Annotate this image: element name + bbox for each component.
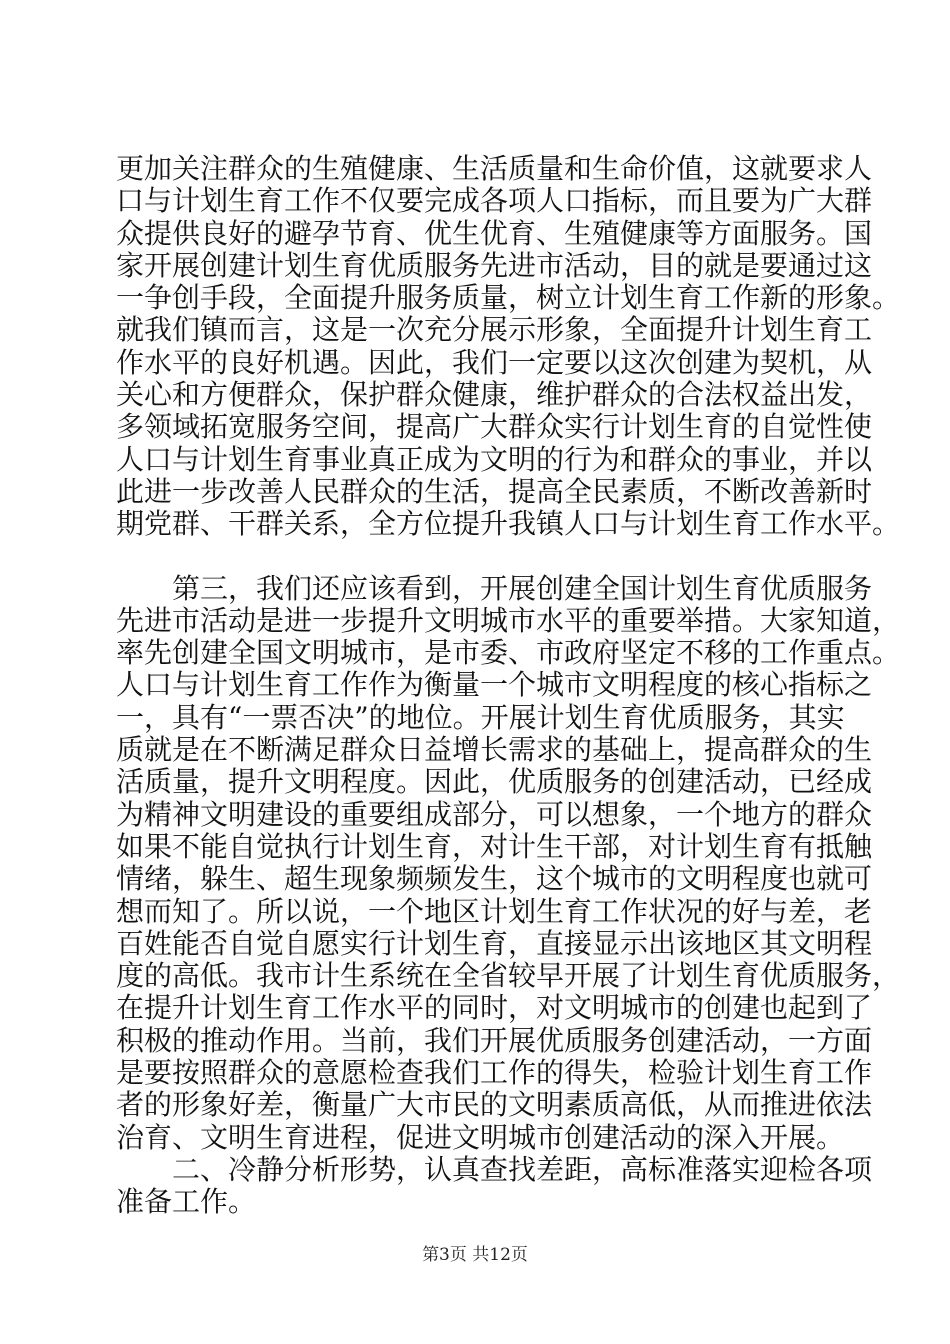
text-line: 先进市活动是进一步提升文明城市水平的重要举措。大家知道，: [116, 603, 901, 637]
text-line: 人口与计划生育工作作为衡量一个城市文明程度的核心指标之: [116, 668, 873, 702]
text-line: 如果不能自觉执行计划生育，对计生干部，对计划生育有抵触: [116, 829, 873, 863]
text-line: 此进一步改善人民群众的生活，提高全民素质，不断改善新时: [116, 474, 873, 508]
text-line: 二、冷静分析形势，认真查找差距，高标准落实迎检各项: [116, 1152, 873, 1186]
text-line: 活质量，提升文明程度。因此，优质服务的创建活动，已经成: [116, 765, 873, 799]
text-line: 多领域拓宽服务空间，提高广大群众实行计划生育的自觉性使: [116, 410, 873, 444]
text-line: 众提供良好的避孕节育、优生优育、生殖健康等方面服务。国: [116, 216, 873, 250]
text-line: 情绪，躲生、超生现象频频发生，这个城市的文明程度也就可: [116, 862, 873, 896]
text-line: 一，具有“一票否决”的地位。开展计划生育优质服务，其实: [116, 700, 845, 734]
text-line: 百姓能否自觉自愿实行计划生育，直接显示出该地区其文明程: [116, 926, 873, 960]
text-line: 治育、文明生育进程，促进文明城市创建活动的深入开展。: [116, 1120, 845, 1154]
text-line: 质就是在不断满足群众日益增长需求的基础上，提高群众的生: [116, 733, 873, 767]
text-line: 第三，我们还应该看到，开展创建全国计划生育优质服务: [116, 571, 873, 605]
text-line: 口与计划生育工作不仅要完成各项人口指标，而且要为广大群: [116, 184, 873, 218]
paragraph: [116, 571, 901, 1219]
text-line: 是要按照群众的意愿检查我们工作的得失，检验计划生育工作: [116, 1056, 873, 1090]
document-body: [116, 152, 901, 1219]
text-line: 度的高低。我市计生系统在全省较早开展了计划生育优质服务，: [116, 959, 901, 993]
text-line: 在提升计划生育工作水平的同时，对文明城市的创建也起到了: [116, 991, 873, 1025]
paragraph: [116, 152, 901, 541]
text-line: 期党群、干群关系，全方位提升我镇人口与计划生育工作水平。: [116, 507, 901, 541]
text-line: 者的形象好差，衡量广大市民的文明素质高低，从而推进依法: [116, 1088, 873, 1122]
page-footer: [0, 1240, 950, 1265]
text-line: 家开展创建计划生育优质服务先进市活动，目的就是要通过这: [116, 248, 873, 282]
page-number-label: 第3页 共12页: [422, 1245, 528, 1265]
text-line: 关心和方便群众，保护群众健康，维护群众的合法权益出发，: [116, 378, 873, 412]
text-line: 积极的推动作用。当前，我们开展优质服务创建活动，一方面: [116, 1023, 873, 1057]
text-line: 想而知了。所以说，一个地区计划生育工作状况的好与差，老: [116, 894, 873, 928]
text-line: 更加关注群众的生殖健康、生活质量和生命价值，这就要求人: [116, 152, 873, 185]
text-line: 一争创手段，全面提升服务质量，树立计划生育工作新的形象。: [116, 281, 901, 315]
text-line: 作水平的良好机遇。因此，我们一定要以这次创建为契机，从: [116, 345, 873, 379]
text-line: 率先创建全国文明城市，是市委、市政府坚定不移的工作重点。: [116, 636, 901, 670]
text-line: 就我们镇而言，这是一次充分展示形象，全面提升计划生育工: [116, 313, 873, 347]
text-line: 准备工作。: [116, 1185, 257, 1219]
text-line: 人口与计划生育事业真正成为文明的行为和群众的事业，并以: [116, 442, 873, 476]
text-line: 为精神文明建设的重要组成部分，可以想象，一个地方的群众: [116, 797, 873, 831]
paragraph-gap: [116, 541, 856, 573]
